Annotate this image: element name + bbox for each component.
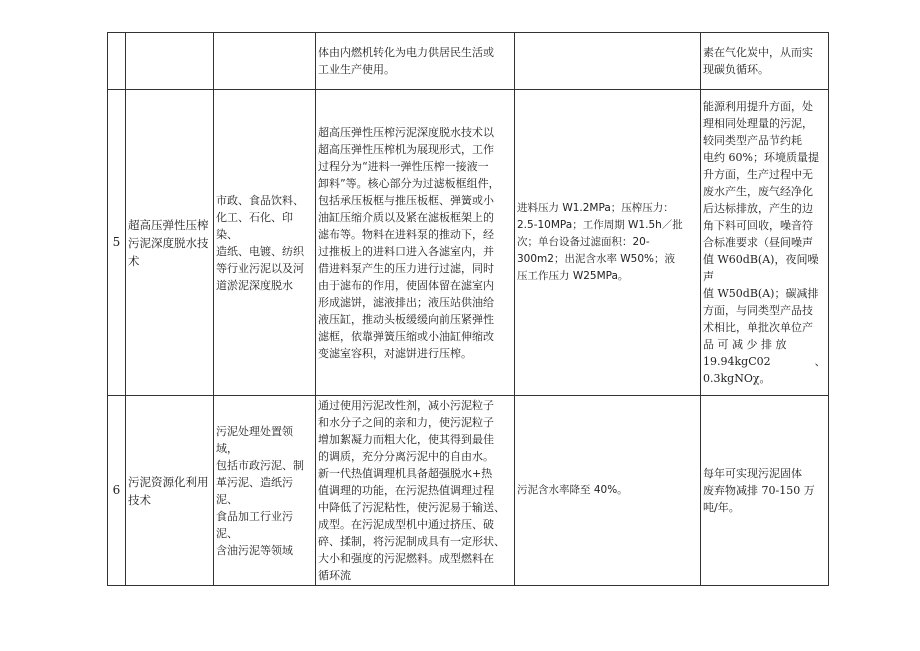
technology-content: 超高压弹性压榨污泥深度脱水技术以 超高压弹性压榨机为展现形式，工作 过程分为“进料一弹性压榨一接液一 卸料”等。核心部分为过滤板框组件， 包括承压板框与推压板框、弹簧或小 油缸压缩介质以及紧在滤板框架上的 滤布等。物料在进料泵的推动下，经 过推板上的进料口进入各滤室内，并 借进料泵产生的压力进行过滤，同时 由于滤布的作用，使固体留在滤室内 形成滤饼，滤液排出；液压站供油给 液压缸，推动头板缓缓向前压紧弹性 滤框，依靠弹簧压缩或小油缸伸缩改 变滤室容积，对滤饼进行压榨。 [316, 90, 515, 396]
benefits: 素在气化炭中，从而实 现碳负循环。 [701, 33, 829, 90]
technology-table [107, 32, 829, 586]
row-number: 5 [108, 90, 126, 396]
table-row [108, 90, 829, 396]
row-number [108, 33, 126, 90]
benefits: 每年可实现污泥固体 废弃物减排 70-150 万 吨/年。 [701, 396, 829, 586]
table-row [108, 33, 829, 90]
benefits: 能源利用提升方面，处 理相同处理量的污泥， 较同类型产品节约耗 电约 60%；环境质量提 升方面，生产过程中无 废水产生，废气经净化 后达标排放，产生的边 角下料可回收，噪音符 合标准要求（昼间噪声 值 W60dB(A)，夜间噪声 值 W50dB(A)；碳减排 方面，与同类型产品技 术相比，单批次单位产 品 可 减 少 排 放 19.94kgC02 、 0.3kgNOχ。 [701, 90, 829, 396]
table-row [108, 396, 829, 586]
key-parameters: 污泥含水率降至 40%。 [515, 396, 701, 586]
technology-content: 通过使用污泥改性剂，减小污泥粒子 和水分子之间的亲和力，使污泥粒子 增加絮凝力而粗大化，使其得到最佳 的调质，充分分离污泥中的自由水。 新一代热值调理机具备超强脱水+热 值调理的功能，在污泥热值调理过程 中降低了污泥粘性，使污泥易于输送、 成型。在污泥成型机中通过挤压、破 碎、揉制，将污泥制成具有一定形状、 大小和强度的污泥燃料。成型燃料在 循环流 [316, 396, 515, 586]
technology-name: 污泥资源化利用 技术 [126, 396, 214, 586]
application-field: 市政、食品饮料、 化工、石化、印染、 造纸、电镀、纺织 等行业污泥以及河 道淤泥深度脱水 [214, 90, 316, 396]
technology-content: 体由内燃机转化为电力供居民生活或 工业生产使用。 [316, 33, 515, 90]
application-field [214, 33, 316, 90]
technology-name [126, 33, 214, 90]
key-parameters [515, 33, 701, 90]
key-parameters: 进料压力 W1.2MPa；压榨压力： 2.5-10MPa；工作周期 W1.5h／批 次；单台设备过滤面积：20- 300m2；出泥含水率 W50%；液 压工作压力 W25MPa。 [515, 90, 701, 396]
technology-name: 超高压弹性压榨 污泥深度脱水技 术 [126, 90, 214, 396]
row-number: 6 [108, 396, 126, 586]
application-field: 污泥处理处置领域， 包括市政污泥、制 革污泥、造纸污泥、 食品加工行业污泥、 含油污泥等领域 [214, 396, 316, 586]
